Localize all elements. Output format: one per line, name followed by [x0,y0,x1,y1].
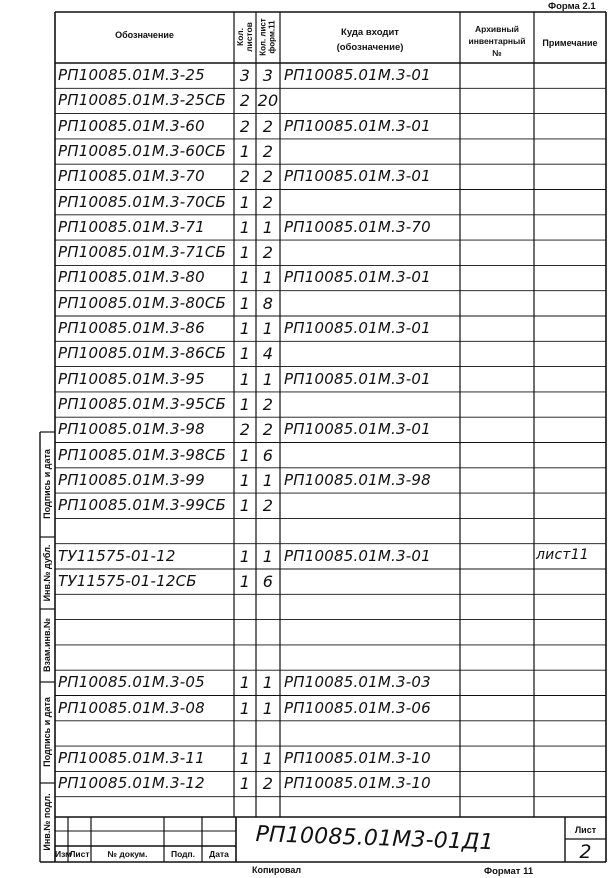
table-row [55,417,606,442]
header-format-count [256,12,280,63]
table-row [55,443,606,468]
table-row [55,139,606,164]
table-row [55,215,606,240]
cell-sheets-count: 1 [239,243,251,263]
cell-designation: РП10085.01М.3-95 [58,369,205,388]
cell-where-used: РП10085.01М.3-01 [284,116,431,135]
cell-sheets-count: 1 [239,217,251,237]
cell-format-sheets: 2 [262,192,274,212]
cell-sheets-count: 1 [239,496,251,516]
cell-format-sheets: 6 [262,445,274,465]
cell-format-sheets: 6 [262,572,274,591]
table-row [55,721,606,746]
table-row [55,620,606,645]
table-row [55,190,606,215]
cell-designation: РП10085.01М.3-25 [58,66,205,84]
table-row [55,164,606,189]
table-row [55,670,606,695]
cell-format-sheets: 2 [262,774,274,794]
stamp-swap-inv [40,609,55,682]
cell-designation: РП10085.01М.3-05 [58,673,205,692]
table-row [55,88,606,113]
cell-format-sheets: 1 [262,673,274,693]
table-row [55,367,606,392]
cell-format-sheets: 1 [262,698,274,718]
stamp-orig-inv-text: Инв.№ подл. [42,793,52,851]
cell-format-sheets: 1 [262,369,274,389]
table-row [55,569,606,594]
cell-designation: РП10085.01М.3-60СБ [58,141,227,160]
cell-format-sheets: 1 [262,217,274,237]
cell-format-sheets: 2 [262,394,274,414]
cell-sheets-count: 1 [239,749,251,769]
table-row [55,265,606,290]
stamp-swap-inv-text: Взам.инв.№ [42,617,52,673]
table-row [55,63,606,88]
table-row [55,240,606,265]
cell-format-sheets: 2 [262,116,274,136]
cell-sheets-count: 2 [239,420,251,440]
header-note: Примечание [542,38,598,48]
cell-format-sheets: 4 [262,344,274,364]
cell-designation: РП10085.01М.3-95СБ [58,394,227,413]
header-sheets-count [234,12,256,63]
cell-where-used: РП10085.01М.3-10 [284,749,431,768]
stamp-sign-date-top [40,432,55,537]
cell-format-sheets: 2 [262,141,274,161]
header-archive-3: № [492,48,502,58]
cell-format-sheets: 2 [262,496,274,516]
stamp-sign-date-bottom [40,682,55,783]
cell-sheets-count: 2 [239,116,251,136]
cell-designation: РП10085.01М.3-11 [58,749,205,768]
header-where-used: Куда входит [341,27,399,38]
footer-copied: Копировал [252,865,302,875]
table-row [55,114,606,139]
table-row [55,645,606,670]
title-sheet-number: 2 [579,841,592,863]
table-row [55,316,606,341]
cell-designation: ТУ11575-01-12 [58,546,176,565]
cell-format-sheets: 1 [262,319,274,338]
cell-sheets-count: 2 [239,167,251,187]
cell-note: лист11 [536,546,589,563]
cell-designation: РП10085.01М.3-08 [58,698,205,717]
table-row [55,544,606,569]
header-sheets-count-text: Кол. листов [235,22,254,52]
cell-designation: РП10085.01М.3-80 [58,268,205,287]
cell-sheets-count: 1 [239,470,251,490]
cell-designation: РП10085.01М.3-98СБ [58,445,227,464]
cell-designation: РП10085.01М.3-71СБ [58,243,227,262]
cell-format-sheets: 2 [262,243,274,263]
cell-format-sheets: 2 [262,167,274,187]
table-row [55,518,606,543]
document-code: РП10085.01М3-01Д1 [255,822,495,856]
stamp-dup-inv-text: Инв.№ дубл. [42,544,52,602]
cell-sheets-count: 1 [239,319,251,338]
stamp-orig-inv [40,783,55,862]
title-sheet: Лист [69,849,90,859]
cell-where-used: РП10085.01М.3-98 [284,470,431,489]
cell-sheets-count: 1 [239,698,251,718]
stamp-dup-inv [40,537,55,609]
cell-where-used: РП10085.01М.3-01 [284,546,431,565]
cell-designation: ТУ11575-01-12СБ [58,572,197,590]
cell-format-sheets: 1 [262,749,274,769]
cell-sheets-count: 1 [239,268,251,288]
table-row [55,594,606,619]
cell-where-used: РП10085.01М.3-01 [284,319,431,337]
cell-designation: РП10085.01М.3-86СБ [58,344,227,363]
cell-designation: РП10085.01М.3-71 [58,217,205,236]
title-sheet-label: Лист [574,825,597,835]
cell-sheets-count: 1 [239,293,251,313]
cell-sheets-count: 1 [239,369,251,389]
cell-designation: РП10085.01М.3-12 [58,774,205,793]
cell-where-used: РП10085.01М.3-01 [284,167,431,186]
header-where-used-sub: (обозначение) [336,42,404,53]
cell-sheets-count: 1 [239,546,251,566]
cell-sheets-count: 2 [239,91,251,111]
cell-where-used: РП10085.01М.3-10 [284,774,431,793]
title-doc-number: № докум. [107,849,148,859]
title-date: Дата [209,849,229,859]
header-format-count-text: Кол. лист форм.11 [258,18,276,56]
cell-where-used: РП10085.01М.3-06 [284,698,431,717]
cell-where-used: РП10085.01М.3-01 [284,369,431,388]
stamp-sign-date-top-text: Подпись и дата [42,449,52,519]
cell-format-sheets: 3 [262,66,274,85]
table-row [55,392,606,417]
cell-designation: РП10085.01М.3-25СБ [58,91,227,110]
cell-sheets-count: 1 [239,673,251,693]
table-row [55,341,606,366]
table-row [55,291,606,316]
cell-designation: РП10085.01М.3-80СБ [58,293,227,312]
table-row [55,696,606,721]
table-row [55,771,606,796]
cell-where-used: РП10085.01М.3-03 [284,673,431,692]
stamp-sign-date-bottom-text: Подпись и дата [42,697,52,767]
cell-where-used: РП10085.01М.3-01 [284,268,431,287]
cell-format-sheets: 1 [262,546,274,566]
cell-sheets-count: 3 [239,66,251,85]
table-row [55,746,606,771]
cell-designation: РП10085.01М.3-99 [58,470,205,489]
cell-format-sheets: 1 [262,268,274,288]
cell-designation: РП10085.01М.3-70СБ [58,192,227,211]
cell-sheets-count: 1 [239,192,251,212]
header-designation: Обозначение [115,30,174,40]
footer-format: Формат 11 [484,866,534,877]
cell-sheets-count: 1 [239,572,251,591]
cell-where-used: РП10085.01М.3-01 [284,420,431,439]
cell-designation: РП10085.01М.3-86 [58,319,205,337]
cell-sheets-count: 1 [239,774,251,794]
cell-sheets-count: 1 [239,344,251,364]
cell-sheets-count: 1 [239,141,251,161]
table-row [55,468,606,493]
header-archive-2: инвентарный [468,36,526,46]
cell-format-sheets: 2 [262,420,274,440]
title-signature: Подп. [170,849,196,859]
form-label: Форма 2.1 [548,1,596,12]
cell-format-sheets: 8 [262,293,274,313]
header-archive-1: Архивный [474,24,519,34]
cell-sheets-count: 1 [239,445,251,465]
cell-designation: РП10085.01М.3-98 [58,420,205,439]
title-change: Изм [55,849,72,859]
cell-format-sheets: 20 [257,91,279,111]
cell-format-sheets: 1 [262,470,274,490]
cell-where-used: РП10085.01М.3-01 [284,66,431,84]
table-row [55,493,606,518]
cell-where-used: РП10085.01М.3-70 [284,217,431,236]
cell-designation: РП10085.01М.3-99СБ [58,496,227,515]
cell-designation: РП10085.01М.3-60 [58,116,205,135]
cell-sheets-count: 1 [239,394,251,414]
cell-designation: РП10085.01М.3-70 [58,167,205,186]
